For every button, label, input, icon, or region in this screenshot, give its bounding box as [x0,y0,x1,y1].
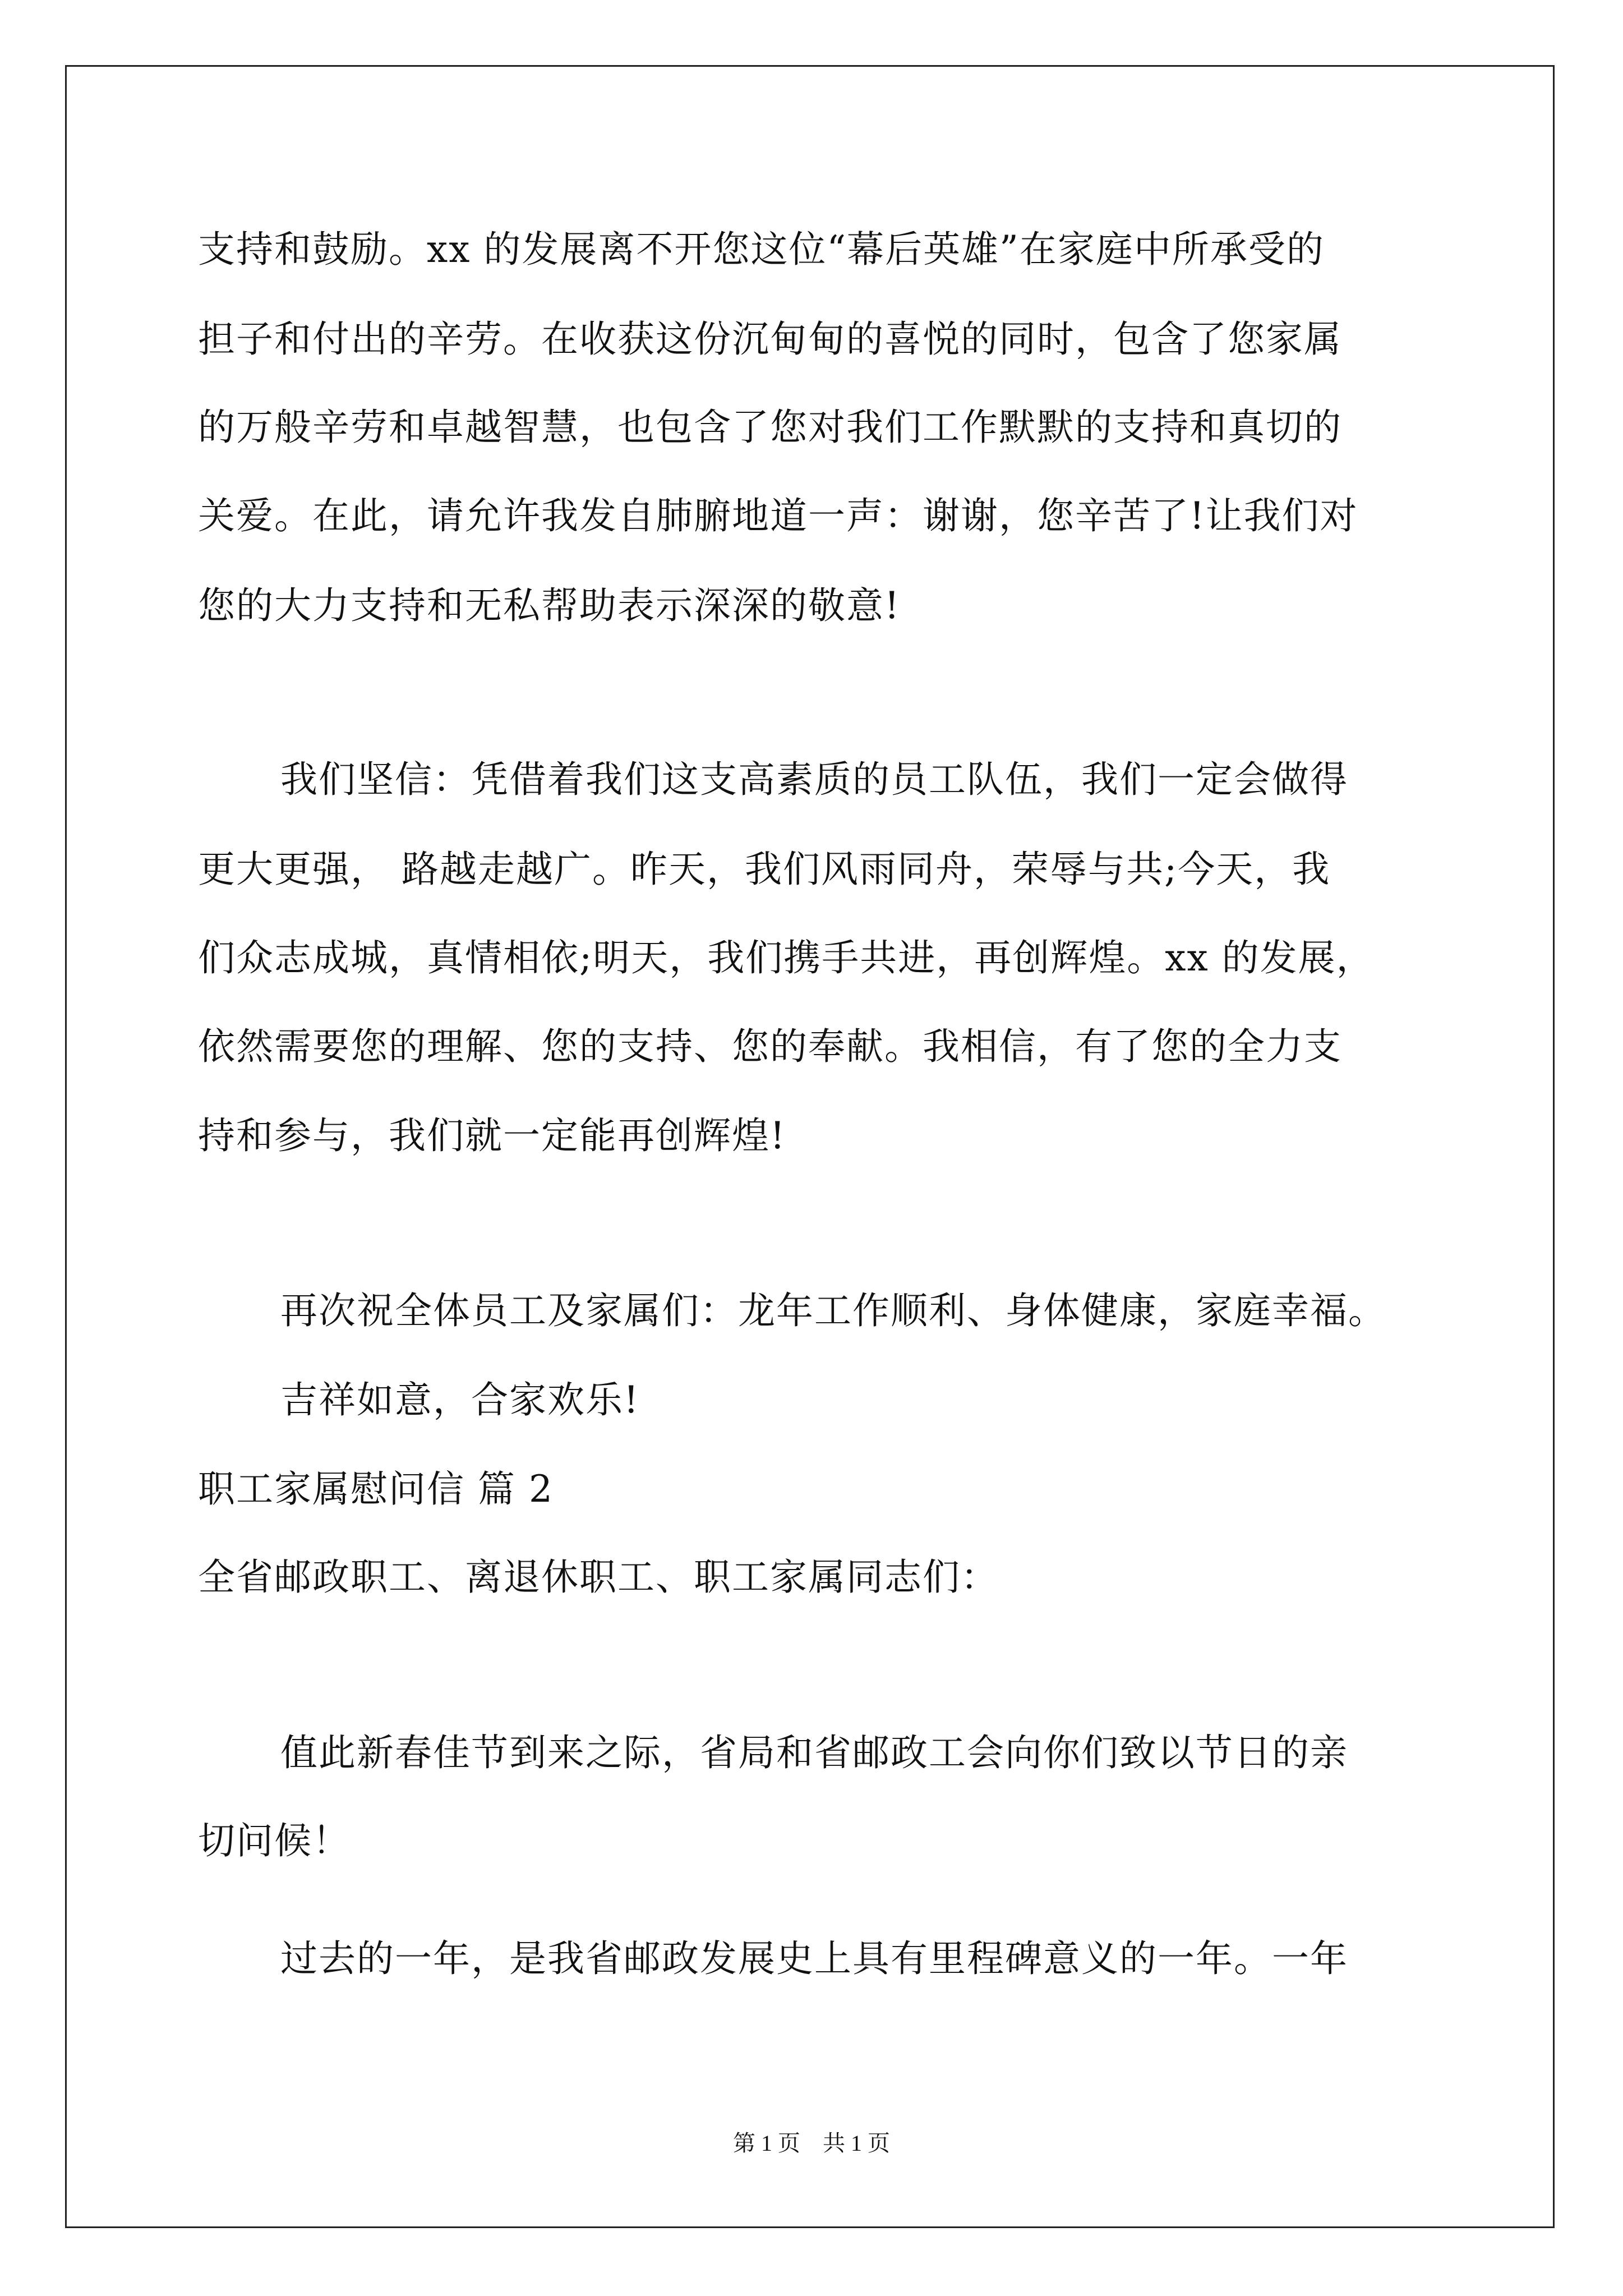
salutation: 全省邮政职工、离退休职工、职工家属同志们： [198,1556,999,1599]
paragraph-line: 您的大力支持和无私帮助表示深深的敬意! [198,584,901,627]
paragraph-line: 我们坚信：凭借着我们这支高素质的员工队伍，我们一定会做得 [280,758,1348,801]
paragraph-line: 值此新春佳节到来之际，省局和省邮政工会向你们致以节日的亲 [280,1731,1348,1774]
paragraph-line: 过去的一年，是我省邮政发展史上具有里程碑意义的一年。一年 [280,1937,1348,1980]
section-heading: 职工家属慰问信 篇 2 [198,1467,554,1511]
paragraph-line: 依然需要您的理解、您的支持、您的奉献。我相信，有了您的全力支 [198,1025,1342,1068]
paragraph-line: 关爱。在此，请允许我发自肺腑地道一声：谢谢，您辛苦了!让我们对 [198,494,1358,537]
paragraph-line: 持和参与，我们就一定能再创辉煌! [198,1114,786,1157]
paragraph-line: 吉祥如意，合家欢乐! [280,1378,640,1421]
paragraph-line: 切问候！ [198,1819,351,1862]
paragraph-line: 们众志成城，真情相依;明天，我们携手共进，再创辉煌。xx 的发展， [198,936,1375,979]
paragraph-line: 担子和付出的辛劳。在收获这份沉甸甸的喜悦的同时，包含了您家属 [198,318,1342,361]
paragraph-line: 支持和鼓励。xx 的发展离不开您这位“幕后英雄”在家庭中所承受的 [198,228,1325,271]
paragraph-line: 再次祝全体员工及家属们：龙年工作顺利、身体健康，家庭幸福。 [280,1289,1386,1332]
paragraph-line: 更大更强， 路越走越广。昨天，我们风雨同舟，荣辱与共;今天，我 [198,848,1331,891]
page-footer: 第 1 页 共 1 页 [733,2131,890,2156]
paragraph-line: 的万般辛劳和卓越智慧，也包含了您对我们工作默默的支持和真切的 [198,406,1342,449]
